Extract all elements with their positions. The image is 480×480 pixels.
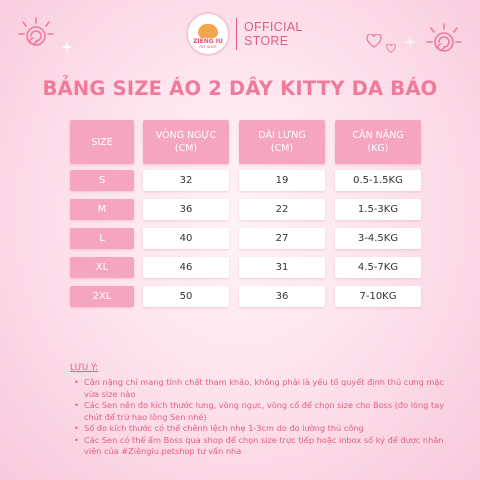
spiral-candy-icon-left: [14, 12, 58, 56]
row-weight-cell: 1.5-3KG: [335, 199, 421, 220]
row-back-cell: 31: [239, 257, 325, 278]
row-back-cell: 19: [239, 170, 325, 191]
shop-logo: [186, 12, 230, 56]
shiba-logo-icon: [198, 24, 218, 38]
row-chest-cell: 36: [143, 199, 229, 220]
row-back-cell: 36: [239, 286, 325, 307]
sparkle-icon-right: [404, 36, 416, 48]
store-line-1: OFFICIAL: [244, 20, 303, 34]
row-chest-cell: 40: [143, 228, 229, 249]
header-size: [70, 120, 134, 164]
note-item: • Các Sen nên đo kích thước lưng, vòng ngực, vòng cổ để chọn size cho Boss (đo lỏng tay chút để trừ hao lông Sen nhé): [84, 400, 456, 423]
header-back-unit: (CM): [270, 143, 294, 154]
heart-icon-outline: [366, 34, 382, 48]
logo-text: ZIÊNG IU: [193, 37, 223, 45]
row-size-cell: S: [70, 170, 134, 191]
header-chest: [143, 120, 229, 164]
heart-icon-small: [386, 44, 396, 53]
header-back: [239, 120, 325, 164]
store-line-2: STORE: [244, 34, 289, 48]
row-back-cell: 22: [239, 199, 325, 220]
row-size-cell: XL: [70, 257, 134, 278]
row-weight-cell: 4.5-7KG: [335, 257, 421, 278]
header-weight-label: CÂN NẶNG: [352, 130, 404, 141]
row-weight-cell: 7-10KG: [335, 286, 421, 307]
note-item: • Các Sen có thể ẩm Boss qua shop để chọn size trực tiếp hoặc inbox số ký để được nhân viên của #Ziêngiu.petshop tư vấn nha: [84, 435, 456, 458]
row-size-cell: L: [70, 228, 134, 249]
sparkle-icon-left: [60, 40, 74, 54]
header-weight: [335, 120, 421, 164]
header-divider: [236, 18, 237, 50]
row-back-cell: 27: [239, 228, 325, 249]
header-back-label: DÀI LƯNG: [258, 130, 306, 141]
header-weight-unit: (KG): [367, 143, 389, 154]
official-store-label: [244, 20, 303, 48]
row-chest-cell: 32: [143, 170, 229, 191]
header-chest-unit: (CM): [174, 143, 198, 154]
notes-list: [70, 377, 456, 458]
row-chest-cell: 46: [143, 257, 229, 278]
row-chest-cell: 50: [143, 286, 229, 307]
note-item: • Cân nặng chỉ mang tính chất tham khảo, không phải là yếu tố quyết định thú cưng mặc vừa size nào: [84, 377, 456, 400]
row-weight-cell: 0.5-1.5KG: [335, 170, 421, 191]
row-size-cell: 2XL: [70, 286, 134, 307]
header-size-label: SIZE: [91, 136, 113, 148]
row-size-cell: M: [70, 199, 134, 220]
note-item: • Số đo kích thước có thể chênh lệch nhẹ 1-3cm do đo lường thủ công: [84, 423, 456, 435]
header-chest-label: VÒNG NGỰC: [155, 130, 217, 141]
logo-subtext: PET SHOP: [199, 44, 217, 49]
notes-title: LƯU Ý:: [70, 363, 98, 373]
row-weight-cell: 3-4.5KG: [335, 228, 421, 249]
spiral-candy-icon-right: [420, 18, 466, 64]
page-title: BẢNG SIZE ÁO 2 DÂY KITTY DA BÁO: [42, 77, 438, 100]
